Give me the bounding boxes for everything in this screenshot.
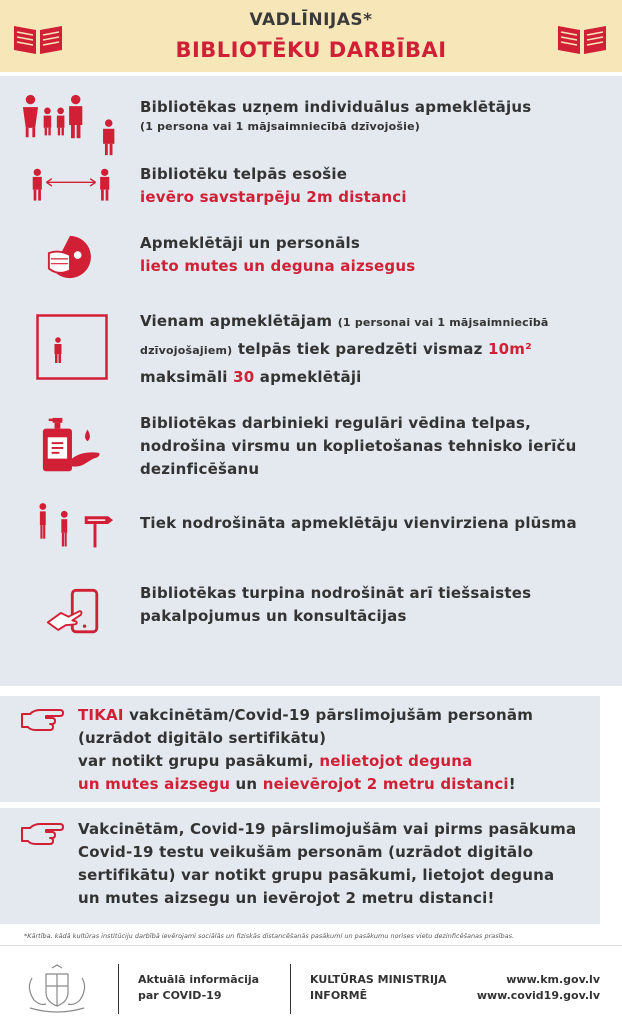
area-value: 10m² xyxy=(487,340,532,358)
guideline-text-line2: pakalpojumus un konsultācijas xyxy=(140,607,407,625)
guideline-text-line1: Bibliotēkas uzņem individuālus apmeklētājus xyxy=(140,98,532,116)
notice-emphasis: neievērojot 2 metru distanci xyxy=(262,775,509,793)
guideline-text-line2: telpās tiek paredzēti vismaz xyxy=(237,340,483,358)
footnote: *Kārtība, kādā kultūras institūciju darbībā ievērojami sociālās un fiziskās distancēšanās pasākumi un pasākumu norises vietu dezinficēšanas prasības. xyxy=(24,932,515,940)
max-visitors-value: 30 xyxy=(233,368,255,386)
notice-vaccinated-only xyxy=(0,696,600,802)
notice-text: Vakcinētām, Covid-19 pārslimojušām vai pirms pasākuma xyxy=(78,820,577,838)
notice-emphasis: un mutes aizsegu xyxy=(78,775,231,793)
guideline-text-line1: Vienam apmeklētājam xyxy=(140,312,333,330)
notice-text: (uzrādot digitālo sertifikātu) xyxy=(78,729,327,747)
url-link-covid19[interactable]: www.covid19.gov.lv xyxy=(476,989,600,1002)
guideline-text-line2: (1 persona vai 1 mājsaimniecībā dzīvojošie) xyxy=(140,120,420,133)
guideline-text-line2: nodrošina virsmu un koplietošanas tehnisko ierīču xyxy=(140,437,577,455)
pointing-hand-icon xyxy=(20,820,64,846)
footer-info-line2: par COVID-19 xyxy=(138,989,222,1002)
guideline-text-line1: Apmeklētāji un personāls xyxy=(140,234,361,252)
guideline-text-line2: ievēro savstarpēju 2m distanci xyxy=(140,188,407,206)
divider xyxy=(290,964,291,1014)
notice-text: vakcinētām/Covid-19 pārslimojušām personām xyxy=(129,706,534,724)
notice-text: ! xyxy=(508,775,516,793)
ministry-line1: KULTŪRAS MINISTRIJA xyxy=(310,973,447,986)
pointing-hand-icon xyxy=(20,706,64,732)
guideline-text-line1: Tiek nodrošināta apmeklētāju vienvirziena plūsma xyxy=(140,514,577,532)
page-title-line2: BIBLIOTĒKU DARBĪBAI xyxy=(175,38,447,62)
notice-text: un xyxy=(235,775,258,793)
url-link-km[interactable]: www.km.gov.lv xyxy=(506,973,600,986)
guideline-text-line1: Bibliotēku telpās esošie xyxy=(140,165,348,183)
footer-info-line1: Aktuālā informācija xyxy=(138,973,260,986)
footer xyxy=(0,950,622,1026)
divider xyxy=(118,964,119,1014)
guideline-text-line3-end: apmeklētāji xyxy=(259,368,362,386)
family-icon xyxy=(16,92,126,158)
distance-icon xyxy=(30,167,112,205)
guideline-text-line3: dezinficēšanu xyxy=(140,460,260,478)
smartphone-icon xyxy=(44,588,110,636)
header-banner xyxy=(0,0,622,72)
notice-emphasis: TIKAI xyxy=(78,706,124,724)
ministry-line2: INFORMĒ xyxy=(310,989,368,1002)
coat-of-arms-icon xyxy=(22,964,92,1014)
notice-emphasis: nelietojot deguna xyxy=(319,752,473,770)
notice-text: Covid-19 testu veikušām personām (uzrādot digitālo xyxy=(78,843,534,861)
notice-text: var notikt grupu pasākumi, xyxy=(78,752,314,770)
guideline-text-line1: Bibliotēkas darbinieki regulāri vēdina telpas, xyxy=(140,414,531,432)
notice-text: un mutes aizsegu un ievērojot 2 metru distanci! xyxy=(78,889,495,907)
mask-icon xyxy=(40,232,100,280)
notice-group-events xyxy=(0,808,600,924)
divider xyxy=(0,945,622,946)
guideline-text-line2: lieto mutes un deguna aizsegus xyxy=(140,257,416,275)
guideline-text-small: (1 personai vai 1 mājsaimniecībā xyxy=(337,316,549,329)
notice-text: sertifikātu) var notikt grupu pasākumi, lietojot deguna xyxy=(78,866,555,884)
guideline-text-line3: maksimāli xyxy=(140,368,228,386)
guideline-text-small: dzīvojošajiem) xyxy=(140,344,233,357)
sanitizer-icon xyxy=(38,416,104,478)
one-way-icon xyxy=(36,502,114,550)
open-book-icon xyxy=(556,22,608,56)
room-area-icon xyxy=(36,314,108,380)
guideline-text-line1: Bibliotēkas turpina nodrošināt arī tiešsaistes xyxy=(140,584,532,602)
page-title-line1: VADLĪNIJAS* xyxy=(249,10,373,30)
